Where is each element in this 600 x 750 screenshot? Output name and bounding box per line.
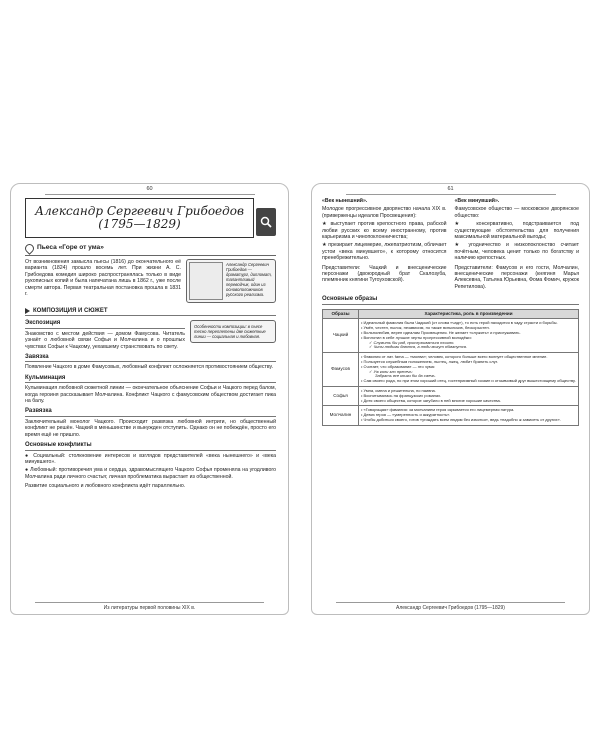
composition-title: КОМПОЗИЦИЯ И СЮЖЕТ	[33, 308, 108, 314]
desc-line: • Умён, честен, пылок, независим, но также вспыльчив, бескорыстен.	[361, 325, 490, 331]
table-cell-desc	[359, 387, 579, 406]
composition-note-block	[190, 320, 276, 350]
zavyazka-text: Появление Чацкого в доме Фамусовых, любовный конфликт осложняется противостоянием обществу.	[25, 364, 274, 371]
vek-past-text: Фамусовское общество — московское дворянское общество:	[454, 206, 579, 219]
author-name: Александр Сергеевич Грибоедов	[35, 204, 244, 218]
portrait-card	[186, 259, 276, 303]
left-page	[10, 183, 289, 615]
desc-line: ✓ Уж коли зло пресечь:	[369, 368, 413, 374]
desc-line: • Считает, что образование — это чума:	[361, 363, 435, 369]
vek-past-item: ★ угодничество и низкопоклонство считает почётным, человека ценит только по богатству и наличию крепостных.	[454, 242, 579, 262]
composition-note: Особенности композиции: в пьесе тесно переплетены две сюжетные линии — социальная и любовная.	[190, 320, 276, 343]
images-table	[322, 309, 579, 426]
vek-past-title: «Век минувший».	[454, 198, 500, 204]
desc-line: • Умна, смела и решительна, но наивна.	[361, 388, 436, 394]
vek-now-column	[322, 198, 447, 290]
table-header-cell: Характеристика, роль в произведении	[359, 309, 579, 319]
table-cell-desc	[359, 406, 579, 425]
play-title: Пьеса «Горе от ума»	[37, 244, 104, 252]
page-number: 60	[45, 183, 255, 195]
desc-line: • «Говорящая» фамилия: за молчанием героя скрывается его лицемерная натура.	[361, 407, 515, 413]
vek-now-item: ★ выступает против крепостного права, рабской любви русских ко всему иностранному, против карьеризма и чинопоклонничества;	[322, 221, 447, 241]
vek-now-item: ★ презирает лицемерие, лжепатриотизм, обличает устои «века минувшего», к которому относится пренебрежительно.	[322, 242, 447, 262]
vek-past-representatives: Представители: Фамусов и его гости, Молчалин, внесценические персонажи (княгиня Марья Алексевна, Татьяна Юрьевна, Фома Фомич, кружок Репетилова).	[454, 264, 579, 290]
table-header-cell: Образы	[323, 309, 359, 319]
desc-line: ✓ Чины людьми даются, а люди могут обманутся.	[369, 344, 468, 350]
table-cell-name: Фамусов	[323, 353, 359, 387]
page-number: 61	[346, 183, 556, 195]
search-button[interactable]	[256, 208, 276, 236]
table-row	[323, 387, 579, 406]
conflicts-title: Основные конфликты	[25, 442, 276, 450]
table-cell-name: Софья	[323, 387, 359, 406]
desc-line: • Девиз героя — «умеренность и аккуратность».	[361, 412, 451, 418]
portrait-image	[189, 262, 223, 300]
table-row	[323, 406, 579, 425]
desc-line: • Пользуется служебным положением, льстец, лжец, любит бранить слуг.	[361, 359, 498, 365]
author-years: (1795—1829)	[98, 217, 181, 231]
conflict-love: ● Любовный: противоречия ума и сердца, здравомыслящего Чацкого Софья променяла на угодливого Молчалина ради личного счастья; личная проблематика вырастает из общественной.	[25, 467, 276, 480]
desc-line: • Сам своего рода, но при этом хороший отец, гостеприимный хозяин и отзывчивый друг вышестоящему обществу.	[361, 378, 576, 384]
razvyazka-text: Заключительный монолог Чацкого. Происходит развязка любовной интриги, но общественный конфликт не решён. Чацкий в меньшинстве и вынужден отступить. Однако он не побеждён, просто его время ещё не пришло.	[25, 418, 276, 438]
kulminatsiya-title: Кульминация	[25, 375, 276, 383]
composition-header	[25, 308, 276, 316]
kulminatsiya-text: Кульминация любовной сюжетной линии — окончательное объяснение Софьи и Чацкого перед балом, когда героиня рассказывает Молчалина. Конфликт Чацкого с фамусовским обществом достигает пика на балу.	[25, 385, 276, 405]
intro-text: От возникновения замысла пьесы (1816) до окончательного её варианта (1824) прошло восемь лет. При жизни А. С. Грибоедова комедия широко распространялась только в виде рукописных копий и была напечатана лишь в 1862 г., уже после смерти автора. Первая театральная постановка прошла в 1831 г.	[25, 259, 181, 298]
right-page-content	[322, 198, 579, 598]
right-page	[311, 183, 590, 615]
author-title-box	[25, 198, 254, 238]
razvyazka-title: Развязка	[25, 408, 276, 416]
exposition-row	[25, 316, 276, 350]
location-pin-icon	[23, 242, 36, 255]
vek-past-item: ★ консервативно, подстраивается под существующие обстоятельства для получения максимальной материальной выгоды;	[454, 221, 579, 241]
vek-columns	[322, 198, 579, 290]
portrait-caption: Александр Сергеевич Грибоедов — драматург, дипломат, талантливый переводчик, один из основоположников русского реализма.	[226, 262, 272, 297]
vek-now-title: «Век нынешний».	[322, 198, 368, 204]
left-footer: Из литературы первой половины XIX в.	[35, 602, 264, 611]
portrait-block	[186, 259, 276, 303]
arrow-right-icon	[25, 308, 30, 314]
desc-line: Забрать все книги бы да сжечь.	[375, 373, 436, 379]
exposition-title: Экспозиция	[25, 320, 185, 328]
images-title: Основные образы	[322, 296, 579, 304]
play-section-header	[25, 244, 276, 256]
desc-line: • Фамилия от лат. fama — «молва»; человек, которого больше всего волнует общественное мнение.	[361, 354, 548, 360]
table-header-row	[323, 309, 579, 319]
desc-line: • Дитя своего общества, которое загубило в ней многие хорошие качества.	[361, 397, 501, 403]
left-page-content	[25, 198, 276, 598]
intro-row	[25, 259, 276, 303]
desc-line: • Воплотил в себе лучшие черты прогрессивной молодёжи:	[361, 334, 472, 340]
table-row	[323, 319, 579, 353]
table-cell-desc	[359, 319, 579, 353]
conflict-social: ● Социальный: столкновение интересов и взглядов представителей «века нынешнего» и «века минувшего».	[25, 452, 276, 465]
desc-line: ✓ Служить бы рад, прислуживаться тошно.	[369, 339, 455, 345]
right-footer: Александр Сергеевич Грибоедов (1795—1829)	[336, 602, 565, 611]
vek-now-representatives: Представители: Чацкий и внесценические персонажи (двоюродный брат Скалозуба, племянник княгини Тугоуховской).	[322, 264, 447, 284]
vek-past-column	[455, 198, 580, 290]
search-icon	[260, 216, 272, 228]
desc-line: • Воспитывалась на французских романах.	[361, 392, 442, 398]
table-row	[323, 353, 579, 387]
desc-line: • Вольнолюбив, верен идеалам Просвещения. Не желает «служить» и прислуживать.	[361, 330, 521, 336]
exposition-text: Знакомство с местом действия — домом Фамусова. Читатель узнаёт о любовной связи Софьи и Молчалина и о прошлых чувствах Софьи к Чацкому, уехавшему странствовать по свету.	[25, 330, 185, 350]
desc-line: • Идеальный фамилия была Чадский (от слова «чад»), то есть герой находится в чаду страсти и борьбы.	[361, 320, 558, 326]
vek-now-text: Молодое прогрессивное дворянство начала XIX в. (приверженцы идеалов Просвещения):	[322, 206, 447, 219]
table-cell-name: Молчалин	[323, 406, 359, 425]
zavyazka-title: Завязка	[25, 354, 276, 362]
desc-line: • Чтобы добиться своего, готов «угождать всем людям без изъятья», ведь «надобно ж зависеть от других».	[361, 417, 561, 423]
conflict-end: Развитие социального и любовного конфликта идёт параллельно.	[25, 483, 186, 490]
exposition-block	[25, 316, 185, 350]
table-cell-desc	[359, 353, 579, 387]
table-cell-name: Чацкий	[323, 319, 359, 353]
